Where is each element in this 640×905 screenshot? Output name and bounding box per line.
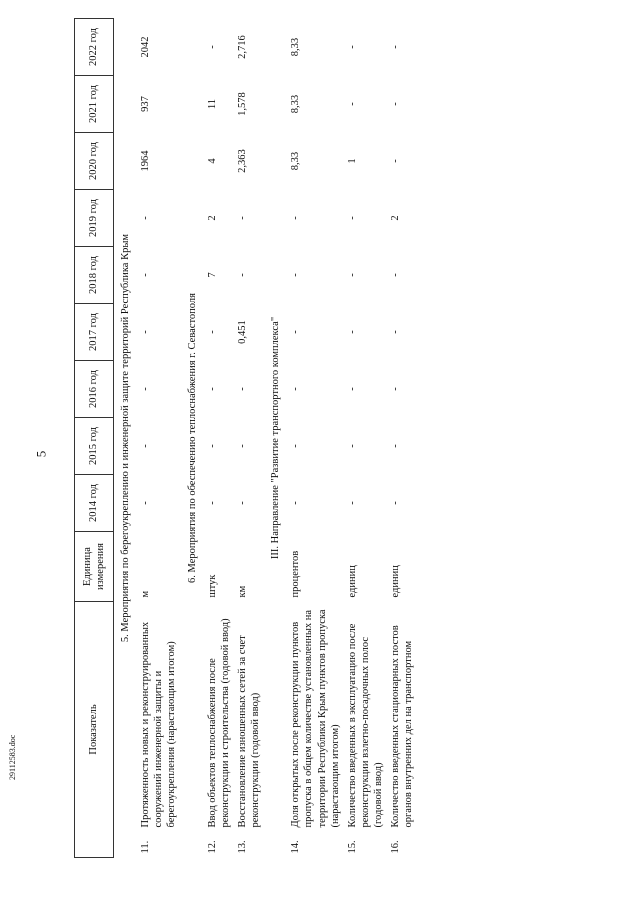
header-year: 2019 год bbox=[75, 190, 114, 247]
cell-value: 1964 bbox=[140, 150, 152, 172]
cell-value: - bbox=[346, 273, 358, 277]
cell-value: - bbox=[290, 216, 302, 220]
cell-value: - bbox=[206, 387, 218, 391]
row-indicator: Протяженность новых и реконструированных сооружений инженерной защиты и берегоукрепления (нарастающим итогом) bbox=[140, 621, 178, 828]
cell-value: 2,363 bbox=[236, 149, 248, 173]
section-title-row bbox=[114, 19, 138, 858]
cell-value: 8,33 bbox=[290, 151, 302, 171]
header-year: 2020 год bbox=[75, 133, 114, 190]
row-indicator: Ввод объектов теплоснабжения после реконструкции и строительства (годовой ввод) bbox=[206, 618, 231, 828]
cell-value: - bbox=[390, 387, 402, 391]
cell-value: - bbox=[346, 216, 358, 220]
cell-value: - bbox=[236, 273, 248, 277]
row-unit: процентов bbox=[290, 550, 302, 598]
cell-value: - bbox=[346, 45, 358, 49]
table-row bbox=[137, 19, 180, 858]
cell-value: - bbox=[346, 444, 358, 448]
header-year: 2018 год bbox=[75, 247, 114, 304]
cell-value: 11 bbox=[206, 98, 218, 110]
table-row bbox=[204, 19, 234, 858]
cell-value: 2,716 bbox=[236, 35, 248, 59]
section-title-row bbox=[181, 19, 204, 858]
cell-value: - bbox=[346, 102, 358, 106]
cell-value: 0,451 bbox=[236, 320, 248, 344]
header-year: 2022 год bbox=[75, 19, 114, 76]
header-indicator: Показатель bbox=[75, 602, 114, 858]
rotated-table-container bbox=[74, 18, 554, 858]
row-unit: единиц bbox=[346, 565, 358, 598]
row-indicator: Количество введенных в эксплуатацию после реконструкции взлетно-посадочных полос (годовой ввод) bbox=[346, 623, 384, 828]
cell-value: - bbox=[236, 387, 248, 391]
cell-value: - bbox=[290, 330, 302, 334]
table-row bbox=[344, 19, 387, 858]
row-indicator: Количество введенных стационарных постов органов внутренних дел на транспортном bbox=[390, 625, 415, 828]
cell-value: - bbox=[390, 330, 402, 334]
header-year: 2016 год bbox=[75, 361, 114, 418]
cell-value: - bbox=[236, 216, 248, 220]
cell-value: 2042 bbox=[140, 36, 152, 58]
cell-value: - bbox=[346, 387, 358, 391]
row-number: 11. bbox=[140, 840, 152, 854]
cell-value: - bbox=[140, 444, 152, 448]
cell-value: - bbox=[206, 444, 218, 448]
header-year: 2017 год bbox=[75, 304, 114, 361]
cell-value: - bbox=[206, 501, 218, 505]
section-title: 5. Мероприятия по берегоукреплению и инженерной защите территорий Республика Крым bbox=[120, 233, 131, 643]
section-title-row bbox=[264, 19, 287, 858]
page-number: 5 bbox=[33, 450, 49, 458]
row-number: 12. bbox=[206, 840, 218, 854]
cell-value: - bbox=[140, 216, 152, 220]
cell-value: - bbox=[390, 444, 402, 448]
cell-value: 1 bbox=[346, 158, 358, 164]
cell-value: - bbox=[140, 273, 152, 277]
cell-value: - bbox=[140, 501, 152, 505]
header-year: 2014 год bbox=[75, 475, 114, 532]
row-indicator: Восстановление изношенных сетей за счет реконструкции (годовой ввод) bbox=[236, 635, 261, 828]
row-number: 15. bbox=[346, 840, 358, 854]
cell-value: - bbox=[140, 330, 152, 334]
cell-value: - bbox=[346, 330, 358, 334]
header-year: 2015 год bbox=[75, 418, 114, 475]
cell-value: - bbox=[290, 444, 302, 448]
row-indicator: Доля открытых после реконструкции пунктов пропуска в общем количестве установленных на территории Республики Крым пунктов пропуска (нарастающим итогом) bbox=[290, 609, 341, 828]
table-header-row bbox=[75, 19, 114, 858]
row-unit: штук bbox=[206, 574, 218, 598]
cell-value: - bbox=[390, 102, 402, 106]
row-unit: единиц bbox=[390, 565, 402, 598]
row-number: 14. bbox=[290, 840, 302, 854]
cell-value: - bbox=[140, 387, 152, 391]
cell-value: - bbox=[390, 273, 402, 277]
cell-value: - bbox=[390, 159, 402, 163]
cell-value: 8,33 bbox=[290, 37, 302, 57]
row-number: 16. bbox=[390, 840, 402, 854]
document-filename: 29112583.doc bbox=[8, 734, 17, 780]
header-unit: Единица измерения bbox=[75, 532, 114, 602]
cell-value: 937 bbox=[140, 96, 152, 112]
cell-value: - bbox=[290, 387, 302, 391]
table-row bbox=[387, 19, 417, 858]
row-number: 13. bbox=[236, 840, 248, 854]
cell-value: 2 bbox=[206, 215, 218, 221]
cell-value: - bbox=[206, 330, 218, 334]
table-row bbox=[287, 19, 344, 858]
section-title: 6. Мероприятия по обеспечению теплоснабжения г. Севастополя bbox=[186, 293, 198, 583]
row-unit: м bbox=[140, 590, 152, 598]
cell-value: - bbox=[236, 501, 248, 505]
cell-value: 2 bbox=[390, 215, 402, 221]
cell-value: - bbox=[390, 501, 402, 505]
cell-value: - bbox=[236, 444, 248, 448]
row-unit: км bbox=[236, 585, 248, 598]
indicators-table bbox=[74, 18, 417, 858]
cell-value: 1,578 bbox=[236, 92, 248, 116]
cell-value: 8,33 bbox=[290, 94, 302, 114]
cell-value: 7 bbox=[206, 272, 218, 278]
table-row bbox=[234, 19, 264, 858]
cell-value: 4 bbox=[206, 158, 218, 164]
cell-value: - bbox=[290, 501, 302, 505]
cell-value: - bbox=[390, 45, 402, 49]
cell-value: - bbox=[346, 501, 358, 505]
cell-value: - bbox=[206, 45, 218, 49]
cell-value: - bbox=[290, 273, 302, 277]
header-year: 2021 год bbox=[75, 76, 114, 133]
section-title: III. Направление "Развитие транспортного комплекса" bbox=[270, 316, 282, 560]
